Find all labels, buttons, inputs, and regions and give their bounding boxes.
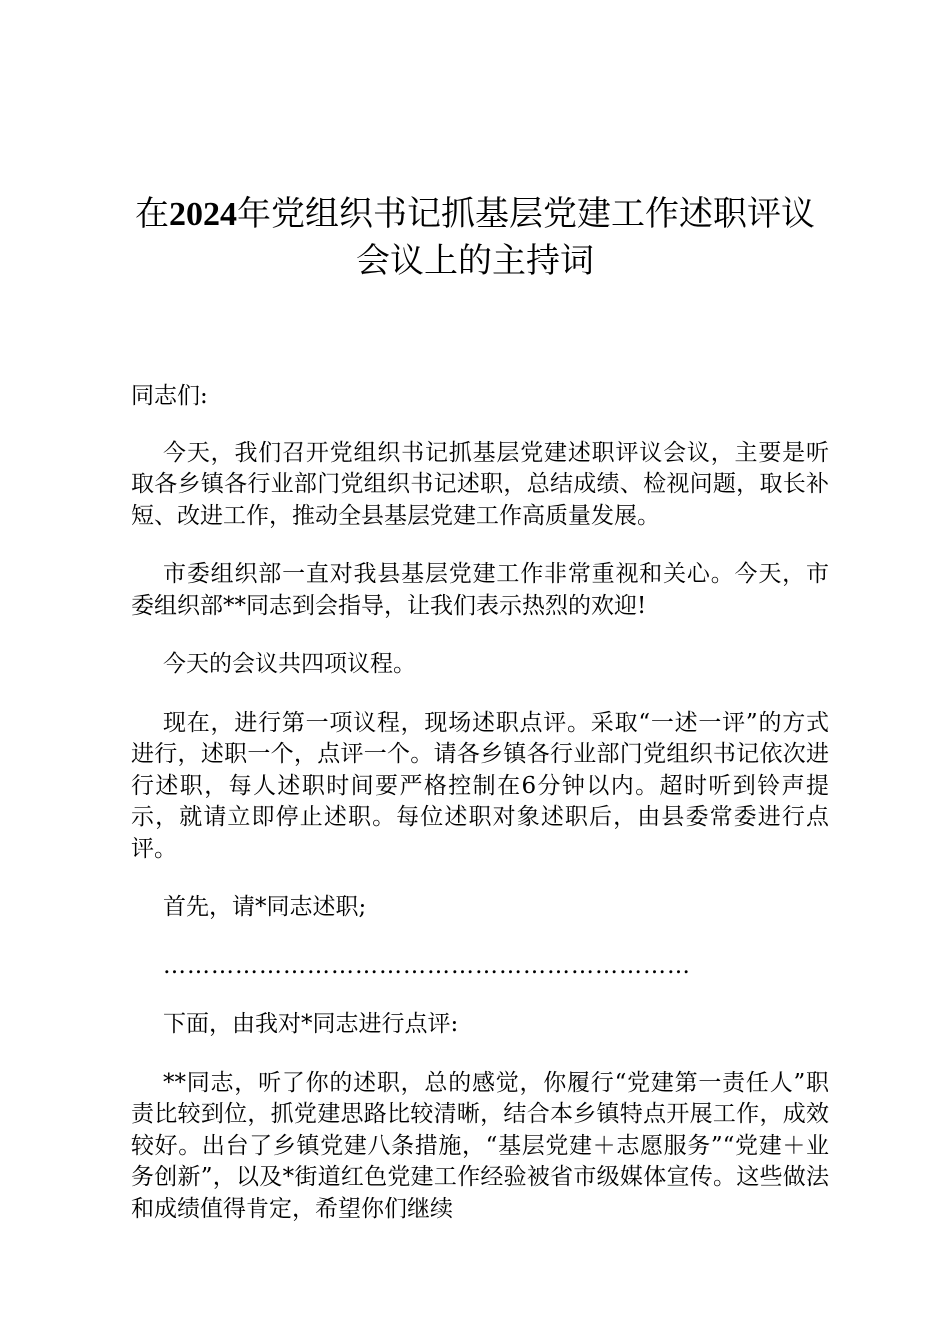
ellipsis-line: …………………………………………………………	[163, 952, 691, 979]
paragraph-opening: 今天，我们召开党组织书记抓基层党建述职评议会议，主要是听取各乡镇各行业部门党组织书记述职，总结成绩、检视问题，取长补短、改进工作，推动全县基层党建工作高质量发展。	[131, 439, 829, 529]
paragraph-first-speaker: 首先，请*同志述职;	[163, 894, 367, 920]
salutation: 同志们:	[131, 383, 208, 409]
paragraph-welcome: 市委组织部一直对我县基层党建工作非常重视和关心。今天，市委组织部**同志到会指导，让我们表示热烈的欢迎!	[131, 561, 829, 619]
paragraph-agenda: 今天的会议共四项议程。	[163, 651, 416, 677]
document-title	[120, 191, 830, 284]
title-prefix: 在	[135, 193, 169, 234]
document-body	[131, 381, 829, 1252]
title-year: 2024	[169, 195, 237, 233]
paragraph-first-item: 现在，进行第一项议程，现场述职点评。采取“一述一评”的方式进行，述职一个，点评一个。请各乡镇各行业部门党组织书记依次进行述职，每人述职时间要严格控制在6分钟以内。超时听到铃声提示，就请立即停止述职。每位述职对象述职后，由县委常委进行点评。	[131, 709, 829, 862]
title-suffix: 年党组织书记抓基层党建工作述职评议会议上的主持词	[237, 193, 815, 281]
paragraph-review-intro: 下面，由我对*同志进行点评:	[163, 1011, 459, 1037]
paragraph-review: **同志，听了你的述职，总的感觉，你履行“党建第一责任人”职责比较到位，抓党建思路比较清晰，结合本乡镇特点开展工作，成效较好。出台了乡镇党建八条措施，“基层党建＋志愿服务”“党建＋业务创新”，以及*街道红色党建工作经验被省市级媒体宣传。这些做法和成绩值得肯定，希望你们继续	[131, 1069, 829, 1222]
